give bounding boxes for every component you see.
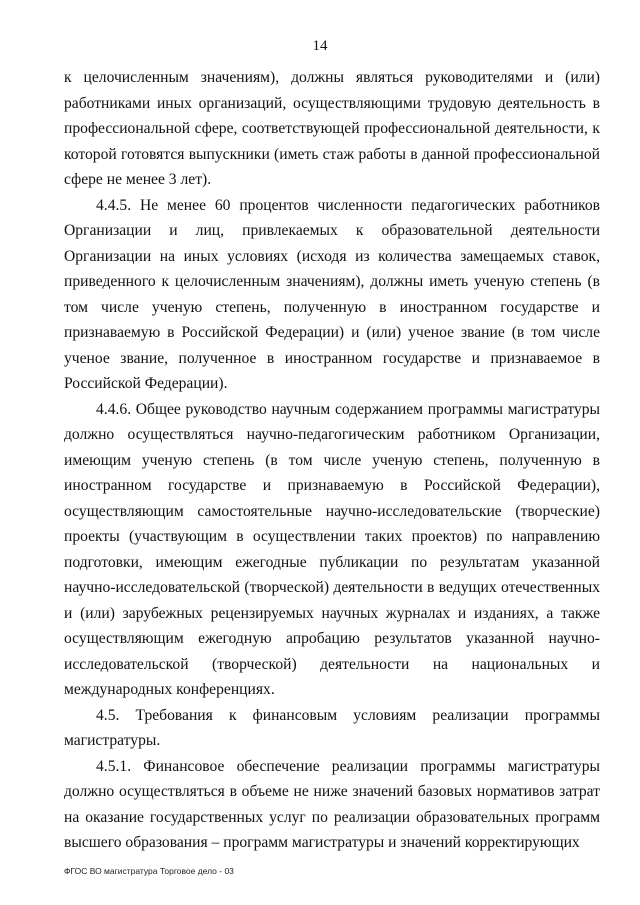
paragraph-4-5: 4.5. Требования к финансовым условиям реализации программы магистратуры. bbox=[64, 706, 600, 749]
document-body bbox=[64, 65, 600, 856]
paragraph-continuation: к целочисленным значениям), должны являться руководителями и (или) работниками иных организаций, осуществляющими трудовую деятельность в профессиональной сфере, соответствующей профессиональной деятельности, к которой готовятся выпускники (иметь стаж работы в данной профессиональной сфере не менее 3 лет). bbox=[64, 69, 600, 188]
document-footer: ФГОС ВО магистратура Торговое дело - 03 bbox=[64, 866, 234, 876]
paragraph-4-4-6: 4.4.6. Общее руководство научным содержанием программы магистратуры должно осуществляться научно-педагогическим работником Организации, имеющим ученую степень (в том числе ученую степень, полученную в иностранном государстве и признаваемую в Российской Федерации), осуществляющим самостоятельные научно-исследовательские (творческие) проекты (участвующим в осуществлении таких проектов) по направлению подготовки, имеющим ежегодные публикации по результатам указанной научно-исследовательской (творческой) деятельности в ведущих отечественных и (или) зарубежных рецензируемых научных журналах и изданиях, а также осуществляющим ежегодную апробацию результатов указанной научно-исследовательской (творческой) деятельности на национальных и международных конференциях. bbox=[64, 400, 600, 698]
page-number: 14 bbox=[312, 38, 328, 54]
paragraph-4-4-5: 4.4.5. Не менее 60 процентов численности педагогических работников Организации и лиц, привлекаемых к образовательной деятельности Организации на иных условиях (исходя из количества замещаемых ставок, приведенного к целочисленным значениям), должны иметь ученую степень (в том числе ученую степень, полученную в иностранном государстве и признаваемую в Российской Федерации) и (или) ученое звание (в том числе ученое звание, полученное в иностранном государстве и признаваемое в Российской Федерации). bbox=[64, 196, 600, 392]
paragraph-4-5-1: 4.5.1. Финансовое обеспечение реализации программы магистратуры должно осуществляться в объеме не ниже значений базовых нормативов затрат на оказание государственных услуг по реализации образовательных программ высшего образования – программ магистратуры и значений корректирующих bbox=[64, 757, 600, 851]
